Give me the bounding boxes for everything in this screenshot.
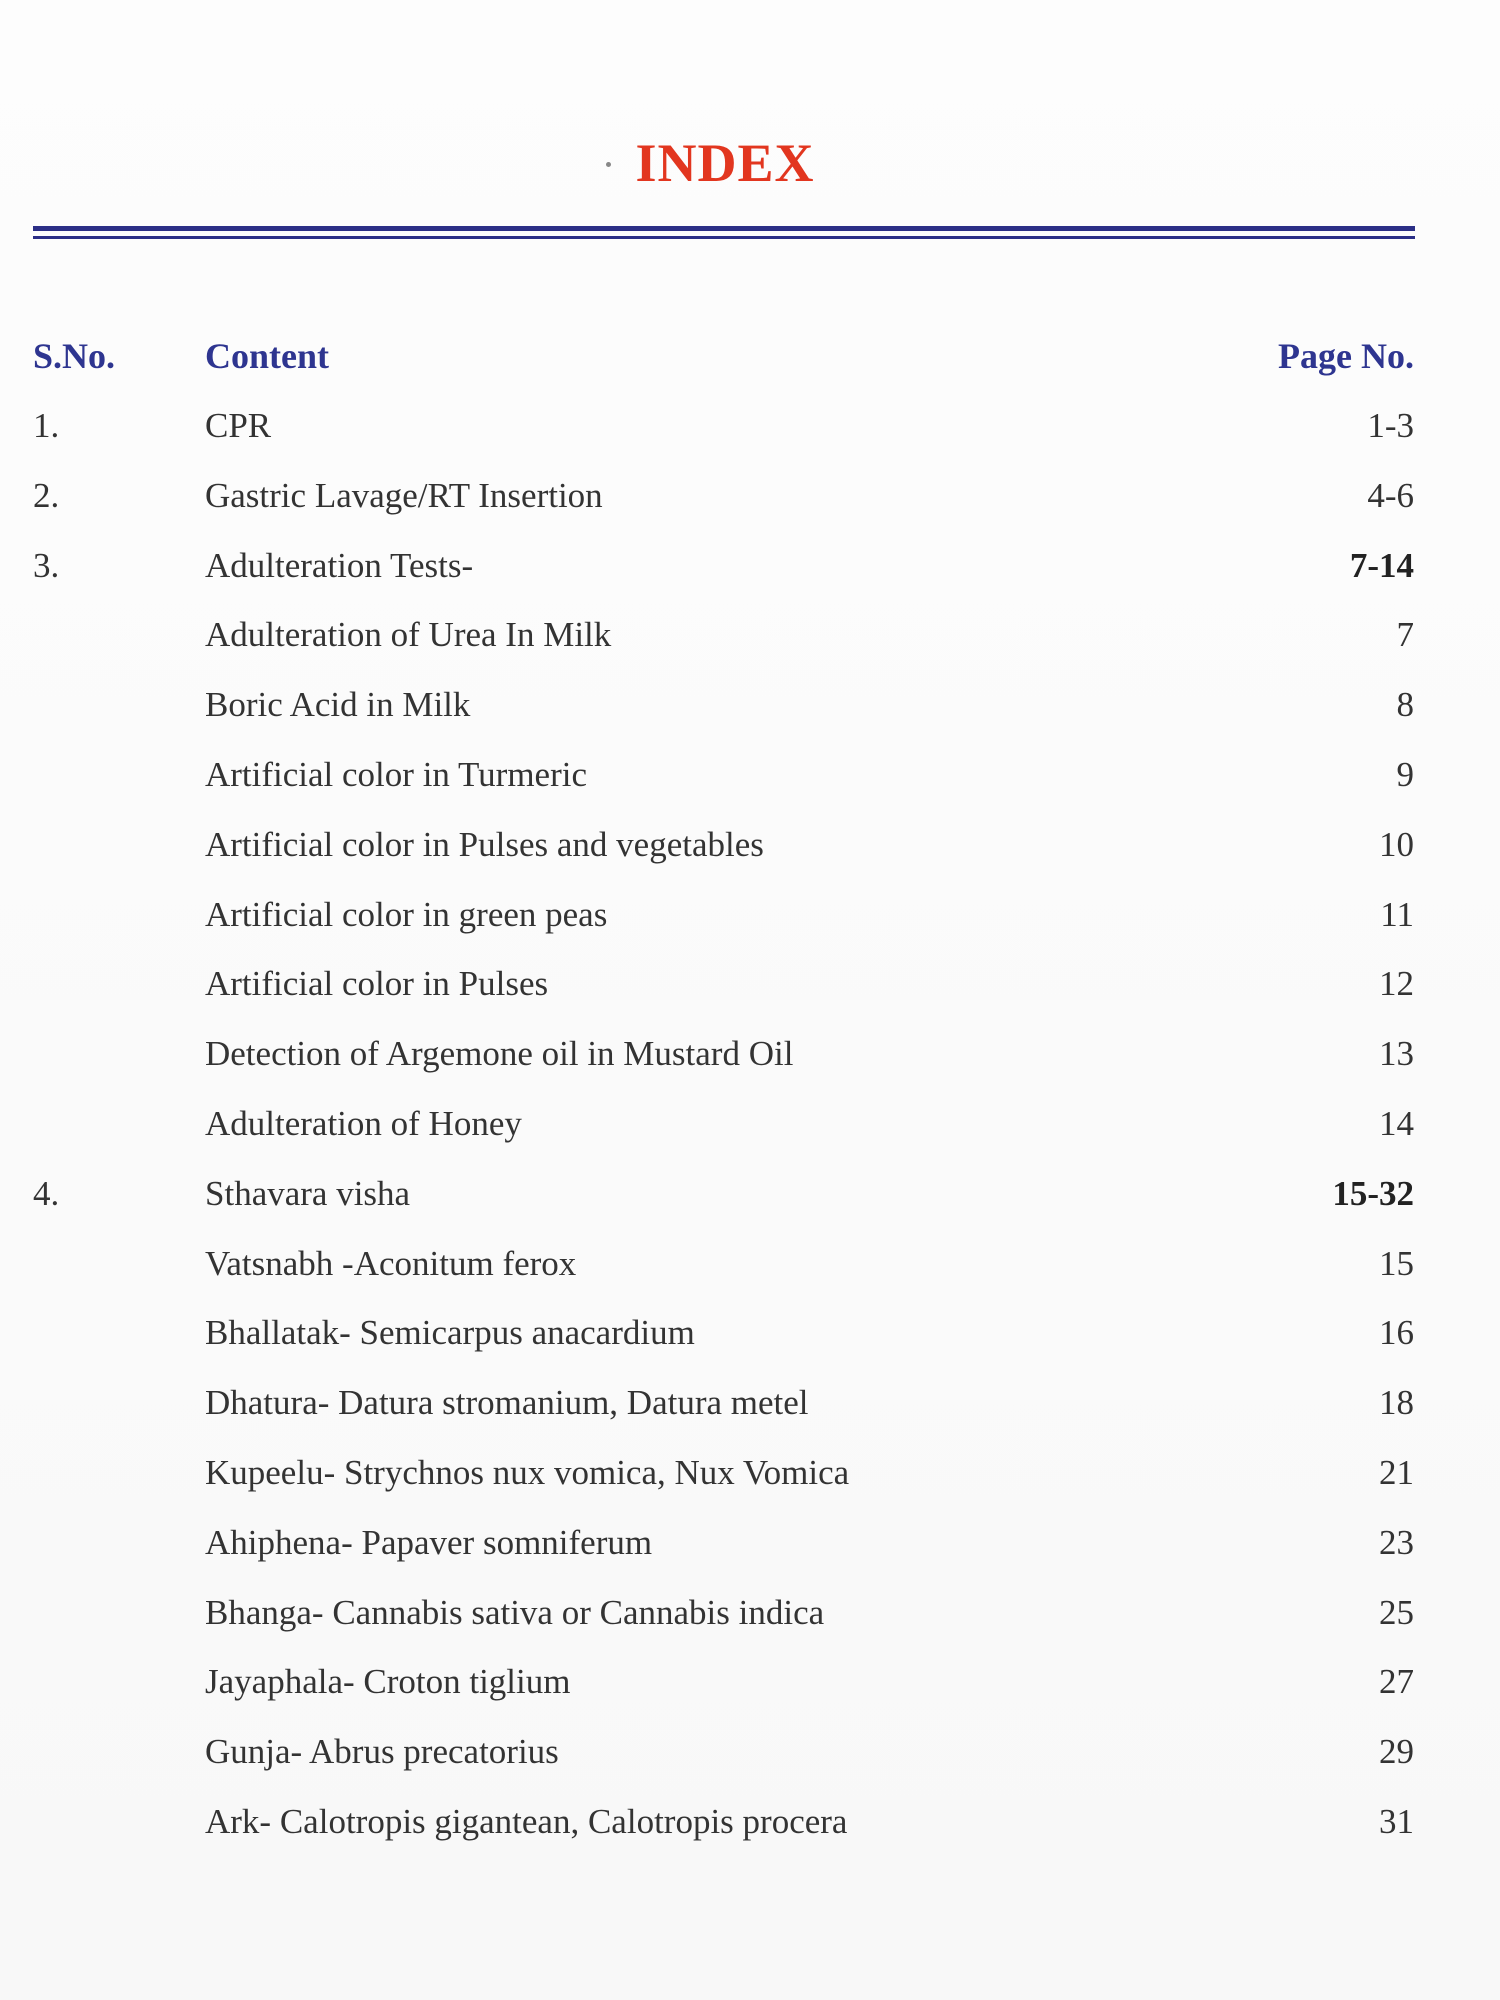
row-content: Artificial color in Pulses	[205, 964, 549, 1004]
row-page-no: 18	[1379, 1383, 1414, 1423]
table-row	[0, 1024, 1500, 1084]
table-row	[0, 396, 1500, 456]
title-rule-thin	[33, 236, 1415, 239]
row-content: Detection of Argemone oil in Mustard Oil	[205, 1034, 794, 1074]
row-content: Gastric Lavage/RT Insertion	[205, 475, 603, 515]
row-page-no: 7	[1396, 615, 1414, 655]
header-sno: S.No.	[33, 336, 116, 376]
row-content: Dhatura- Datura stromanium, Datura metel	[205, 1383, 809, 1423]
table-row	[0, 745, 1500, 805]
row-page-no: 9	[1396, 755, 1414, 794]
row-content: Ark- Calotropis gigantean, Calotropis procera	[205, 1802, 848, 1841]
table-header	[0, 326, 1500, 386]
table-row	[0, 536, 1500, 596]
row-content: Artificial color in Turmeric	[205, 755, 588, 794]
row-content: Bhallatak- Semicarpus anacardium	[205, 1313, 695, 1353]
row-sno: 1.	[33, 406, 60, 445]
table-row	[0, 1443, 1500, 1503]
table-row	[0, 1234, 1500, 1294]
row-sno: 2.	[33, 475, 60, 515]
table-row	[0, 954, 1500, 1014]
header-page-no: Page No.	[1278, 336, 1414, 376]
row-page-no: 12	[1379, 964, 1414, 1004]
page-title: INDEX	[635, 133, 815, 193]
row-page-no: 23	[1379, 1522, 1414, 1562]
row-page-no: 4-6	[1367, 475, 1414, 515]
row-sno: 4.	[33, 1173, 60, 1213]
row-page-no: 15	[1379, 1243, 1414, 1283]
table-row	[0, 605, 1500, 665]
row-content: Sthavara visha	[205, 1173, 411, 1213]
row-page-no: 1-3	[1367, 406, 1414, 445]
row-content: Adulteration Tests-	[205, 545, 474, 585]
row-content: Artificial color in green peas	[205, 894, 608, 934]
row-content: Ahiphena- Papaver somniferum	[205, 1522, 653, 1562]
table-row	[0, 815, 1500, 875]
row-page-no: 29	[1379, 1732, 1414, 1772]
row-page-no: 21	[1379, 1453, 1414, 1492]
title-rule-thick	[33, 226, 1415, 231]
table-row	[0, 1373, 1500, 1433]
row-page-no: 16	[1379, 1313, 1414, 1353]
table-row	[0, 1094, 1500, 1154]
row-page-no: 11	[1380, 894, 1414, 934]
table-row	[0, 466, 1500, 526]
row-sno: 3.	[33, 545, 60, 585]
row-page-no: 13	[1379, 1034, 1414, 1074]
row-content: Boric Acid in Milk	[205, 685, 471, 725]
table-row	[0, 1513, 1500, 1573]
table-row	[0, 675, 1500, 735]
table-row	[0, 1792, 1500, 1852]
row-content: Gunja- Abrus precatorius	[205, 1732, 559, 1772]
row-page-no: 14	[1379, 1104, 1414, 1143]
row-page-no: 7-14	[1349, 545, 1414, 585]
row-page-no: 10	[1379, 824, 1414, 864]
row-page-no: 15-32	[1332, 1173, 1414, 1213]
row-content: CPR	[205, 406, 272, 445]
table-row	[0, 1652, 1500, 1712]
row-page-no: 25	[1379, 1592, 1414, 1632]
table-row	[0, 1722, 1500, 1782]
row-content: Bhanga- Cannabis sativa or Cannabis indica	[205, 1592, 825, 1632]
table-row	[0, 1583, 1500, 1643]
row-content: Vatsnabh -Aconitum ferox	[205, 1243, 577, 1283]
table-row	[0, 1303, 1500, 1363]
row-content: Adulteration of Urea In Milk	[205, 615, 612, 655]
row-page-no: 27	[1379, 1662, 1414, 1702]
row-content: Jayaphala- Croton tiglium	[205, 1662, 571, 1702]
row-content: Artificial color in Pulses and vegetables	[205, 824, 764, 864]
row-page-no: 8	[1396, 685, 1414, 725]
row-content: Kupeelu- Strychnos nux vomica, Nux Vomica	[205, 1453, 850, 1492]
header-content: Content	[205, 336, 329, 376]
table-row	[0, 885, 1500, 945]
row-page-no: 31	[1379, 1802, 1414, 1841]
row-content: Adulteration of Honey	[205, 1104, 522, 1143]
table-row	[0, 1164, 1500, 1224]
